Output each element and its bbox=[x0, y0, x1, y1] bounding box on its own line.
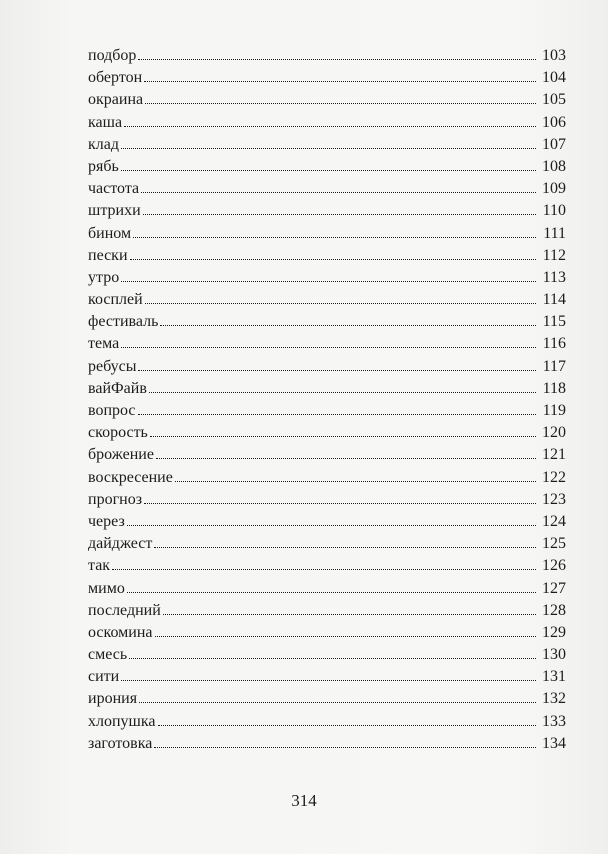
toc-dot-leader bbox=[121, 148, 536, 149]
toc-entry-title: смесь bbox=[88, 646, 128, 664]
toc-entry-page: 110 bbox=[542, 202, 566, 220]
toc-entry bbox=[88, 289, 566, 311]
toc-dot-leader bbox=[163, 614, 536, 615]
toc-entry-page: 129 bbox=[542, 623, 566, 641]
toc-entry-page: 108 bbox=[542, 157, 566, 175]
toc-entry-page: 113 bbox=[542, 268, 566, 286]
toc-entry bbox=[88, 333, 566, 355]
toc-entry-page: 120 bbox=[542, 424, 566, 442]
toc-dot-leader bbox=[145, 303, 536, 304]
toc-entry-page: 112 bbox=[542, 246, 566, 264]
toc-entry-page: 132 bbox=[542, 690, 566, 708]
toc-entry-title: каша bbox=[88, 113, 123, 131]
toc-entry-title: скорость bbox=[88, 424, 148, 442]
toc-dot-leader bbox=[144, 81, 536, 82]
toc-dot-leader bbox=[143, 214, 536, 215]
toc-entry-page: 104 bbox=[542, 69, 566, 87]
page-number: 314 bbox=[291, 791, 317, 810]
toc-dot-leader bbox=[155, 636, 536, 637]
toc-entry bbox=[88, 178, 566, 200]
toc-entry-title: последний bbox=[88, 601, 161, 619]
toc-dot-leader bbox=[139, 702, 536, 703]
toc-entry-page: 134 bbox=[542, 734, 566, 752]
toc-entry bbox=[88, 89, 566, 111]
toc-dot-leader bbox=[138, 370, 536, 371]
toc-entry-page: 107 bbox=[542, 135, 566, 153]
toc-entry-title: брожение bbox=[88, 446, 154, 464]
toc-entry-title: частота bbox=[88, 180, 140, 198]
toc-entry bbox=[88, 422, 566, 444]
toc-dot-leader bbox=[129, 658, 536, 659]
toc-entry-page: 109 bbox=[542, 180, 566, 198]
toc-entry-page: 123 bbox=[542, 490, 566, 508]
toc-entry-title: пески bbox=[88, 246, 128, 264]
toc-dot-leader bbox=[138, 59, 536, 60]
toc-dot-leader bbox=[154, 747, 536, 748]
toc-entry-page: 121 bbox=[542, 446, 566, 464]
toc-entry-page: 124 bbox=[542, 512, 566, 530]
toc-entry-title: прогноз bbox=[88, 490, 143, 508]
toc-entry bbox=[88, 578, 566, 600]
toc-entry bbox=[88, 666, 566, 688]
table-of-contents bbox=[88, 45, 566, 755]
toc-dot-leader bbox=[160, 325, 536, 326]
toc-dot-leader bbox=[154, 547, 536, 548]
toc-entry-title: вопрос bbox=[88, 402, 136, 419]
toc-entry bbox=[88, 400, 566, 422]
toc-entry-title: так bbox=[88, 557, 111, 575]
toc-entry-title: клад bbox=[88, 135, 119, 153]
toc-entry bbox=[88, 511, 566, 533]
toc-entry bbox=[88, 134, 566, 156]
toc-entry bbox=[88, 467, 566, 489]
toc-entry bbox=[88, 267, 566, 289]
toc-entry-page: 105 bbox=[542, 91, 566, 109]
toc-dot-leader bbox=[138, 414, 536, 415]
toc-dot-leader bbox=[121, 170, 536, 171]
toc-dot-leader bbox=[141, 192, 536, 193]
toc-entry-page: 127 bbox=[542, 579, 566, 597]
toc-entry-page: 115 bbox=[542, 313, 566, 331]
toc-dot-leader bbox=[127, 525, 536, 526]
toc-entry-title: окраина bbox=[88, 91, 144, 109]
toc-entry bbox=[88, 378, 566, 400]
toc-entry bbox=[88, 622, 566, 644]
toc-entry-page: 119 bbox=[542, 402, 566, 419]
toc-entry bbox=[88, 644, 566, 666]
toc-dot-leader bbox=[150, 436, 536, 437]
toc-entry-title: воскресение bbox=[88, 468, 173, 486]
toc-dot-leader bbox=[121, 347, 536, 348]
toc-entry-page: 130 bbox=[542, 646, 566, 664]
toc-entry-title: подбор bbox=[88, 47, 137, 64]
toc-entry bbox=[88, 733, 566, 755]
toc-entry-page: 103 bbox=[542, 47, 566, 64]
toc-entry-title: косплей bbox=[88, 291, 143, 309]
toc-entry-title: штрихи bbox=[88, 202, 141, 220]
toc-entry-title: ирония bbox=[88, 690, 138, 708]
toc-dot-leader bbox=[133, 237, 536, 238]
toc-entry bbox=[88, 356, 566, 378]
toc-dot-leader bbox=[158, 725, 537, 726]
toc-entry bbox=[88, 67, 566, 89]
toc-entry-title: сити bbox=[88, 668, 120, 686]
toc-dot-leader bbox=[124, 126, 536, 127]
toc-entry-page: 128 bbox=[542, 601, 566, 619]
toc-entry bbox=[88, 711, 566, 733]
toc-entry bbox=[88, 489, 566, 511]
toc-entry-title: фестиваль bbox=[88, 313, 159, 331]
toc-entry-title: заготовка bbox=[88, 734, 153, 752]
toc-dot-leader bbox=[130, 259, 537, 260]
toc-dot-leader bbox=[149, 392, 536, 393]
toc-entry-title: оскомина bbox=[88, 623, 153, 641]
toc-entry-page: 122 bbox=[542, 468, 566, 486]
toc-entry bbox=[88, 600, 566, 622]
toc-dot-leader bbox=[145, 103, 536, 104]
toc-dot-leader bbox=[121, 680, 536, 681]
toc-entry-page: 116 bbox=[542, 335, 566, 353]
toc-entry-page: 117 bbox=[542, 357, 566, 375]
toc-entry bbox=[88, 245, 566, 267]
toc-entry-page: 106 bbox=[542, 113, 566, 131]
toc-entry-title: ребусы bbox=[88, 357, 137, 375]
toc-entry-title: вайФайв bbox=[88, 379, 147, 397]
toc-entry-page: 114 bbox=[542, 291, 566, 309]
toc-dot-leader bbox=[175, 481, 536, 482]
toc-entry-title: мимо bbox=[88, 579, 125, 597]
toc-entry bbox=[88, 555, 566, 577]
toc-entry-page: 131 bbox=[542, 668, 566, 686]
toc-entry bbox=[88, 444, 566, 466]
toc-entry bbox=[88, 200, 566, 222]
toc-entry-title: обертон bbox=[88, 69, 143, 87]
toc-dot-leader bbox=[144, 503, 536, 504]
toc-entry bbox=[88, 688, 566, 710]
toc-dot-leader bbox=[112, 569, 536, 570]
toc-entry-title: рябь bbox=[88, 157, 119, 175]
toc-entry-page: 126 bbox=[542, 557, 566, 575]
toc-entry bbox=[88, 112, 566, 134]
toc-entry bbox=[88, 311, 566, 333]
toc-entry-title: тема bbox=[88, 335, 120, 353]
toc-entry bbox=[88, 45, 566, 67]
toc-entry-title: бином bbox=[88, 224, 132, 242]
toc-entry-page: 111 bbox=[543, 224, 566, 242]
toc-entry bbox=[88, 223, 566, 245]
toc-entry-title: утро bbox=[88, 268, 120, 286]
toc-dot-leader bbox=[121, 281, 536, 282]
toc-entry-title: хлопушка bbox=[88, 712, 156, 730]
toc-entry bbox=[88, 533, 566, 555]
toc-entry bbox=[88, 156, 566, 178]
toc-dot-leader bbox=[156, 458, 536, 459]
toc-entry-page: 133 bbox=[542, 712, 566, 730]
toc-entry-title: через bbox=[88, 512, 125, 530]
toc-dot-leader bbox=[127, 592, 536, 593]
toc-entry-page: 125 bbox=[542, 535, 566, 553]
toc-entry-page: 118 bbox=[542, 379, 566, 397]
toc-entry-title: дайджест bbox=[88, 535, 153, 553]
